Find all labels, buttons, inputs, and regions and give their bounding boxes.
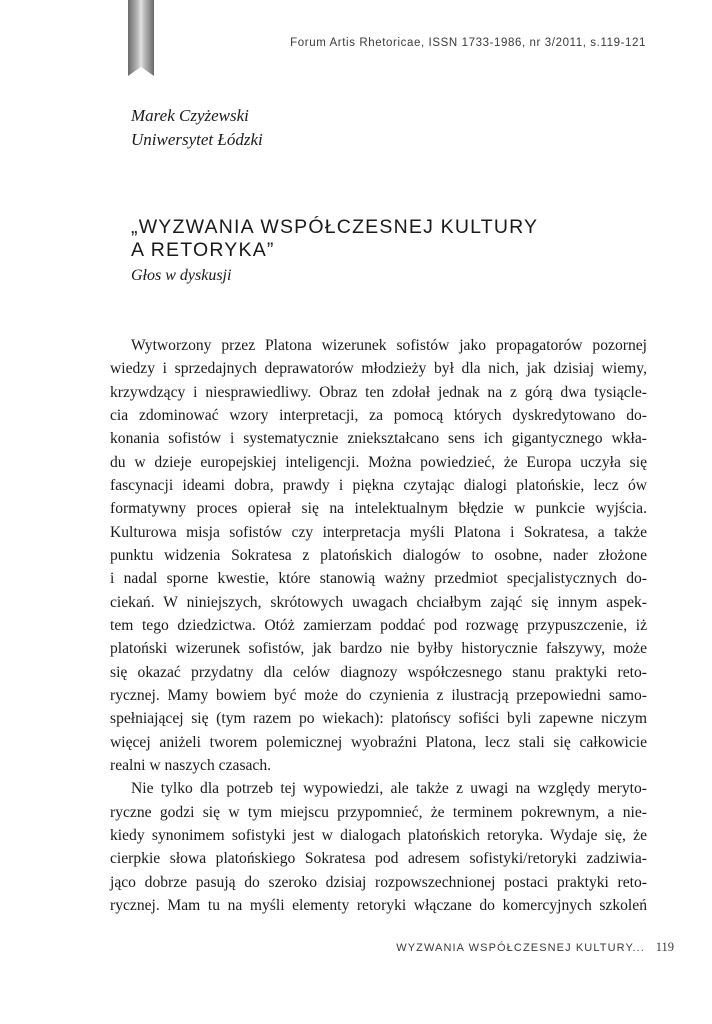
body-line: punktu widzenia Sokratesa z platońskich dialogów to osobne, nader złożone bbox=[110, 546, 647, 564]
body-line: kiedy synonimem sofistyki jest w dialogach platońskich retoryka. Wydaje się, że bbox=[110, 826, 647, 844]
body-line: się okazać przydatny dla celów diagnozy współczesnego stanu praktyki reto- bbox=[110, 663, 647, 681]
body-line: du w dzieje europejskiej inteligencji. Można powiedzieć, że Europa uczyła się bbox=[110, 453, 647, 471]
body-line: wiedzy i sprzedajnych deprawatorów młodzieży był dla nich, jak dzisiaj wiemy, bbox=[110, 360, 647, 378]
article-title-line-1: „WYZWANIA WSPÓŁCZESNEJ KULTURY bbox=[131, 216, 539, 238]
body-line: Kulturowa misja sofistów czy interpretacja myśli Platona i Sokratesa, a także bbox=[110, 523, 647, 541]
body-line: jąco dobrze pasują do szeroko dzisiaj rozpowszechnionej postaci praktyki reto- bbox=[110, 873, 647, 891]
body-line: realni w naszych czasach. bbox=[110, 756, 272, 774]
body-line: formatywny proces opierał się na intelektualnym błędzie w punkcie wyjścia. bbox=[110, 500, 647, 518]
page-footer bbox=[396, 940, 674, 955]
body-line: cia zdominować wzory interpretacji, za pomocą których dyskredytowano do- bbox=[110, 406, 647, 424]
body-line: cierpkie słowa platońskiego Sokratesa pod adresem sofistyki/retoryki zadziwia- bbox=[110, 850, 647, 868]
body-line: ryczne godzi się w tym miejscu przypomnieć, że terminem pokrewnym, a nie- bbox=[110, 803, 647, 821]
article-title bbox=[131, 216, 631, 262]
page-number: 119 bbox=[655, 940, 674, 954]
body-line: krzywdzący i niesprawiedliwy. Obraz ten zdołał jednak na z górą dwa tysiącle- bbox=[110, 383, 647, 401]
author-affiliation: Uniwersytet Łódzki bbox=[131, 130, 263, 149]
body-line: platoński wizerunek sofistów, jak bardzo nie byłby historycznie fałszywy, może bbox=[110, 640, 647, 658]
article-subtitle: Głos w dyskusji bbox=[131, 267, 232, 284]
article-body bbox=[110, 334, 647, 917]
article-title-line-2: A RETORYKA” bbox=[131, 239, 275, 261]
body-line: konania sofistów i systematycznie zniekształcano sens ich gigantycznego wkła- bbox=[110, 430, 647, 448]
body-line: więcej aniżeli tworem polemicznej wyobraźni Platona, lecz stali się całkowicie bbox=[110, 733, 647, 751]
body-line: rycznej. Mamy bowiem być może do czynienia z ilustracją przepowiedni samo- bbox=[110, 686, 647, 704]
body-line: Nie tylko dla potrzeb tej wypowiedzi, ale także z uwagi na względy meryto- bbox=[131, 780, 647, 798]
journal-citation: Forum Artis Rhetoricae, ISSN 1733-1986, nr 3/2011, s.119-121 bbox=[290, 37, 646, 49]
body-line: spełniającej się (tym razem po wiekach): platońscy sofiści byli zapewne niczym bbox=[110, 710, 647, 728]
body-line: i nadal sporne kwestie, które stanowią ważny przedmiot specjalistycznych do- bbox=[110, 570, 647, 588]
author-block bbox=[131, 104, 263, 152]
body-line: Wytworzony przez Platona wizerunek sofistów jako propagatorów pozornej bbox=[131, 337, 647, 354]
body-line: tem tego dziedzictwa. Otóż zamierzam poddać pod rozwagę przypuszczenie, iż bbox=[110, 616, 647, 634]
body-line: ciekań. W niniejszych, skrótowych uwagach chciałbym zająć się innym aspek- bbox=[110, 593, 647, 611]
running-title: WYZWANIA WSPÓŁCZESNEJ KULTURY... bbox=[396, 942, 645, 954]
body-line: fascynacji ideami dobra, prawdy i piękna czytając dialogi platońskie, lecz ów bbox=[110, 476, 647, 494]
body-line: rycznej. Mam tu na myśli elementy retoryki włączane do komercyjnych szkoleń bbox=[110, 896, 647, 914]
title-block bbox=[131, 216, 631, 287]
author-name: Marek Czyżewski bbox=[131, 106, 249, 125]
bookmark-ribbon bbox=[128, 0, 154, 76]
